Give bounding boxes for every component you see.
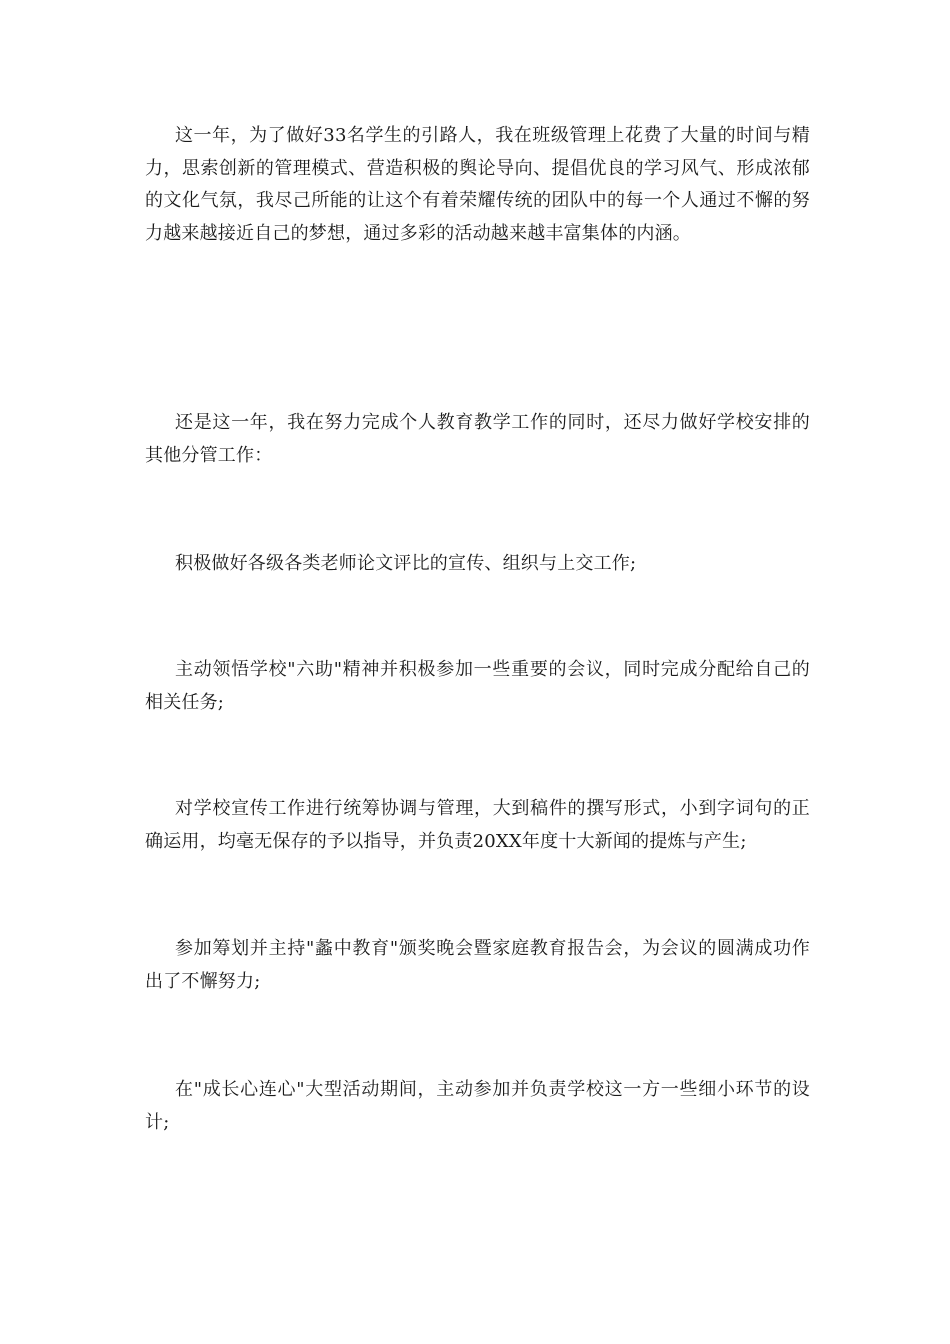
paragraph-six-help-spirit: 主动领悟学校"六助"精神并积极参加一些重要的会议，同时完成分配给自己的相关任务; bbox=[145, 659, 810, 713]
paragraph-other-duties-intro: 还是这一年，我在努力完成个人教育教学工作的同时，还尽力做好学校安排的其他分管工作： bbox=[145, 412, 810, 466]
paragraph-publicity-work: 对学校宣传工作进行统筹协调与管理，大到稿件的撰写形式，小到字词句的正确运用，均毫无保存的予以指导，并负责20XX年度十大新闻的提炼与产生; bbox=[145, 798, 810, 852]
paragraph-growth-activity: 在"成长心连心"大型活动期间，主动参加并负责学校这一方一些细小环节的设计; bbox=[145, 1079, 810, 1133]
paragraph-class-management: 这一年，为了做好33名学生的引路人，我在班级管理上花费了大量的时间与精力，思索创新的管理模式、营造积极的舆论导向、提倡优良的学习风气、形成浓郁的文化气氛，我尽己所能的让这个有着荣耀传统的团队中的每一个人通过不懈的努力越来越接近自己的梦想，通过多彩的活动越来越丰富集体的内涵。 bbox=[145, 125, 810, 244]
paragraph-award-gala: 参加筹划并主持"蠡中教育"颁奖晚会暨家庭教育报告会，为会议的圆满成功作出了不懈努力; bbox=[145, 938, 810, 992]
paragraph-paper-evaluation: 积极做好各级各类老师论文评比的宣传、组织与上交工作; bbox=[175, 553, 637, 574]
